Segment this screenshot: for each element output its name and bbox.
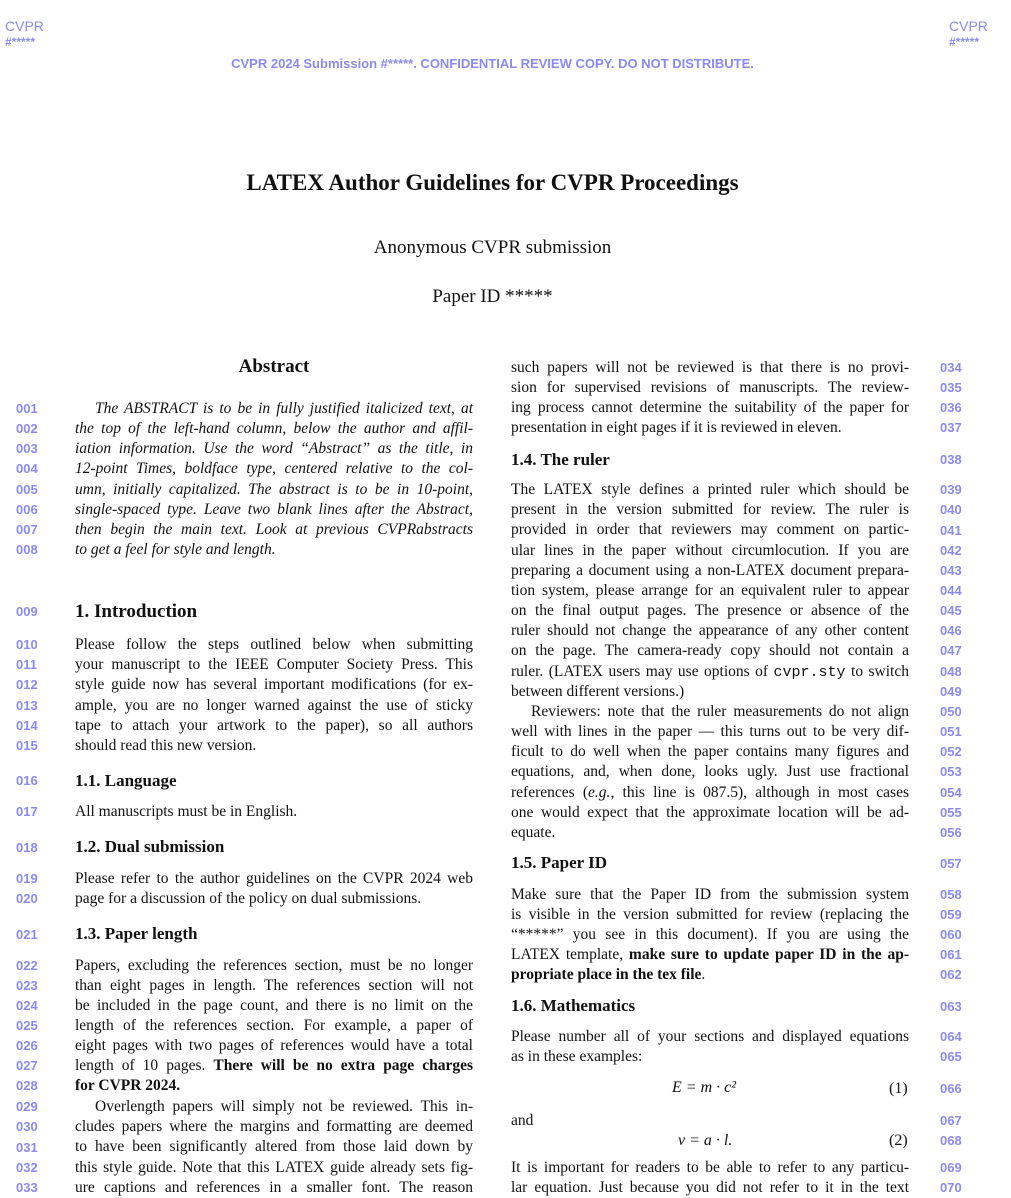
body-line: cludes papers where the margins and formatting are deemed xyxy=(75,1118,473,1135)
body-line xyxy=(75,1056,473,1076)
line-number: 042 xyxy=(940,543,962,558)
subsection-heading-ruler: 1.4. The ruler xyxy=(511,450,610,469)
line-number: 034 xyxy=(940,360,962,375)
body-line: and xyxy=(511,1112,534,1129)
body-line: sion for supervised revisions of manuscripts. The review- xyxy=(511,379,909,396)
body-line: is visible in the version submitted for review (replacing the xyxy=(511,906,909,923)
body-line: than eight pages in length. The references section will not xyxy=(75,977,473,994)
line-number: 045 xyxy=(940,603,962,618)
body-text: . xyxy=(701,966,706,983)
line-number: 002 xyxy=(16,421,38,436)
equation-number: (1) xyxy=(889,1080,908,1097)
line-number: 012 xyxy=(16,677,38,692)
line-number: 070 xyxy=(940,1180,962,1195)
line-number: 043 xyxy=(940,563,962,578)
line-number: 030 xyxy=(16,1119,38,1134)
line-number: 035 xyxy=(940,380,962,395)
body-line: eight pages with two pages of references would have a total xyxy=(75,1037,473,1054)
line-number: 013 xyxy=(16,698,38,713)
line-number: 025 xyxy=(16,1018,38,1033)
line-number: 052 xyxy=(940,744,962,759)
line-number: 008 xyxy=(16,542,38,557)
body-line: ular lines in the paper without circumlocution. If you are xyxy=(511,542,909,559)
line-number: 037 xyxy=(940,420,962,435)
body-line: “*****” you see in this document). If you are using the xyxy=(511,926,909,943)
subsection-heading-paper-id: 1.5. Paper ID xyxy=(511,853,608,872)
line-number: 027 xyxy=(16,1058,38,1073)
body-line: tape to attach your artwork to the paper), so all authors xyxy=(75,717,473,734)
body-line: Overlength papers will simply not be reviewed. This in- xyxy=(95,1098,473,1115)
line-number: 061 xyxy=(940,947,962,962)
body-line xyxy=(511,662,909,683)
body-line: It is important for readers to be able to refer to any particu- xyxy=(511,1159,909,1176)
body-line xyxy=(75,1076,473,1096)
line-number: 046 xyxy=(940,623,962,638)
line-number: 022 xyxy=(16,958,38,973)
line-number: 016 xyxy=(16,773,38,788)
body-line: ruler should not change the appearance of any other content xyxy=(511,622,909,639)
line-number: 036 xyxy=(940,400,962,415)
body-line: Please refer to the author guidelines on the CVPR 2024 web xyxy=(75,870,473,887)
abstract-heading: Abstract xyxy=(238,356,310,377)
subsection-heading-dual-submission: 1.2. Dual submission xyxy=(75,837,225,856)
abstract-line: single-spaced type. Leave two blank lines after the Abstract, xyxy=(75,501,473,518)
line-number: 058 xyxy=(940,887,962,902)
body-line: ample, you are no longer warned against the use of sticky xyxy=(75,697,473,714)
body-line xyxy=(511,945,909,965)
line-number: 038 xyxy=(940,452,962,467)
line-number: 040 xyxy=(940,502,962,517)
body-line xyxy=(511,783,909,803)
body-line: Papers, excluding the references section, must be no longer xyxy=(75,957,473,974)
body-text: , this line is 087.5), although in most cases xyxy=(610,784,909,801)
line-number: 054 xyxy=(940,785,962,800)
corner-tag-right xyxy=(949,18,988,50)
body-line: this style guide. Note that this LATEX guide already sets fig- xyxy=(75,1159,473,1176)
line-number: 066 xyxy=(940,1081,962,1096)
bold-text: propriate place in the tex file xyxy=(511,966,702,983)
body-line: Please number all of your sections and displayed equations xyxy=(511,1028,909,1045)
line-number: 065 xyxy=(940,1049,962,1064)
bold-text: for CVPR 2024. xyxy=(75,1077,181,1094)
body-line: to have been significantly altered from those laid down by xyxy=(75,1138,473,1155)
body-line: well with lines in the paper — this turns out to be very dif- xyxy=(511,723,909,740)
line-number: 044 xyxy=(940,583,962,598)
line-number: 049 xyxy=(940,684,962,699)
body-line: equations, and, when done, looks ugly. Just use fractional xyxy=(511,763,909,780)
subsection-heading-paper-length: 1.3. Paper length xyxy=(75,924,198,943)
line-number: 062 xyxy=(940,967,962,982)
line-number: 020 xyxy=(16,891,38,906)
line-number: 050 xyxy=(940,704,962,719)
line-number: 029 xyxy=(16,1099,38,1114)
equation-number: (2) xyxy=(889,1132,908,1149)
confidential-banner: CVPR 2024 Submission #*****. CONFIDENTIAL REVIEW COPY. DO NOT DISTRIBUTE. xyxy=(231,56,754,71)
body-line: on the final output pages. The presence or absence of the xyxy=(511,602,909,619)
paper-title: LATEX Author Guidelines for CVPR Proceedings xyxy=(246,170,739,195)
body-line: between different versions.) xyxy=(511,683,685,700)
cvpr-label: CVPR xyxy=(5,18,44,34)
line-number: 047 xyxy=(940,643,962,658)
body-line: The LATEX style defines a printed ruler which should be xyxy=(511,481,909,498)
line-number: 039 xyxy=(940,482,962,497)
author-line: Anonymous CVPR submission xyxy=(373,237,612,258)
italic-text: e.g. xyxy=(588,784,611,801)
body-text: references ( xyxy=(511,784,589,801)
line-number: 009 xyxy=(16,604,38,619)
line-number: 006 xyxy=(16,502,38,517)
body-line: ficult to do well when the paper contains many figures and xyxy=(511,743,909,760)
body-line: Make sure that the Paper ID from the submission system xyxy=(511,886,909,903)
abstract-line: the top of the left-hand column, below the author and affil- xyxy=(75,420,473,437)
line-number: 026 xyxy=(16,1038,38,1053)
body-line: Please follow the steps outlined below when submitting xyxy=(75,636,473,653)
bold-text: There will be no extra page charges xyxy=(213,1057,473,1074)
line-number: 017 xyxy=(16,804,38,819)
paper-id: Paper ID ***** xyxy=(432,286,553,307)
body-line: page for a discussion of the policy on dual submissions. xyxy=(75,890,422,907)
subsection-heading-mathematics: 1.6. Mathematics xyxy=(511,996,636,1015)
section-heading-introduction: 1. Introduction xyxy=(75,601,198,622)
body-line: lar equation. Just because you did not refer to it in the text xyxy=(511,1179,909,1196)
line-number: 021 xyxy=(16,927,38,942)
abstract-line: then begin the main text. Look at previous CVPRabstracts xyxy=(75,521,473,538)
cvpr-label: CVPR xyxy=(949,18,988,34)
abstract-line: iation information. Use the word “Abstract” as the title, in xyxy=(75,440,473,457)
body-line xyxy=(511,965,909,985)
body-text: ruler. (LATEX users may use options of xyxy=(511,663,774,680)
line-number: 028 xyxy=(16,1078,38,1093)
bold-text: make sure to update paper ID in the ap- xyxy=(628,946,909,963)
body-text: LATEX template, xyxy=(511,946,629,963)
body-line: such papers will not be reviewed is that there is no provi- xyxy=(511,359,909,376)
body-line: one would expect that the approximate location will be ad- xyxy=(511,804,909,821)
abstract-line: to get a feel for style and length. xyxy=(75,541,276,558)
line-number: 056 xyxy=(940,825,962,840)
line-number: 018 xyxy=(16,840,38,855)
subsection-heading-language: 1.1. Language xyxy=(75,771,177,790)
line-number: 067 xyxy=(940,1113,962,1128)
line-number: 053 xyxy=(940,764,962,779)
line-number: 015 xyxy=(16,738,38,753)
line-number: 004 xyxy=(16,461,38,476)
body-line: on the page. The camera-ready copy should not contain a xyxy=(511,642,909,659)
body-line: be included in the page count, and there is no limit on the xyxy=(75,997,473,1014)
line-number: 007 xyxy=(16,522,38,537)
abstract-line: umn, initially capitalized. The abstract is to be in 10-point, xyxy=(75,481,473,498)
line-number: 032 xyxy=(16,1160,38,1175)
equation-1: E = m · c² xyxy=(672,1079,737,1096)
line-number: 001 xyxy=(16,401,38,416)
body-line: as in these examples: xyxy=(511,1048,643,1065)
body-line: presentation in eight pages if it is reviewed in eleven. xyxy=(511,419,842,436)
line-number: 064 xyxy=(940,1029,962,1044)
line-number: 041 xyxy=(940,523,962,538)
line-number: 011 xyxy=(16,657,37,672)
body-line: style guide now has several important modifications (for ex- xyxy=(75,676,473,693)
line-number: 068 xyxy=(940,1133,962,1148)
line-number: 059 xyxy=(940,907,962,922)
id-label: #***** xyxy=(5,35,36,49)
id-label: #***** xyxy=(949,35,980,49)
line-number: 048 xyxy=(940,664,962,679)
body-line: preparing a document using a non-LATEX document prepara- xyxy=(511,562,909,579)
body-line: tion system, please arrange for an equivalent ruler to appear xyxy=(511,582,909,599)
body-line: your manuscript to the IEEE Computer Society Press. This xyxy=(75,656,473,673)
code-text: cvpr.sty xyxy=(773,664,846,681)
line-number: 051 xyxy=(940,724,962,739)
line-number: 010 xyxy=(16,637,38,652)
abstract-line: 12-point Times, boldface type, centered relative to the col- xyxy=(75,460,473,477)
body-text: to switch xyxy=(845,663,909,680)
body-text: length of 10 pages. xyxy=(75,1057,214,1074)
line-number: 060 xyxy=(940,927,962,942)
body-line: length of the references section. For example, a paper of xyxy=(75,1017,473,1034)
line-number: 033 xyxy=(16,1180,38,1195)
body-line: equate. xyxy=(511,824,556,841)
line-number: 005 xyxy=(16,482,38,497)
body-line: present in the version submitted for review. The ruler is xyxy=(511,501,909,518)
line-number: 055 xyxy=(940,805,962,820)
body-line: should read this new version. xyxy=(75,737,257,754)
body-line: provided in order that reviewers may comment on partic- xyxy=(511,521,909,538)
abstract-line: The ABSTRACT is to be in fully justified italicized text, at xyxy=(95,400,473,417)
line-number: 031 xyxy=(16,1140,38,1155)
line-number: 023 xyxy=(16,978,38,993)
line-number: 024 xyxy=(16,998,38,1013)
line-number: 063 xyxy=(940,999,962,1014)
equation-2: v = a · l. xyxy=(678,1132,733,1149)
line-number: 069 xyxy=(940,1160,962,1175)
line-number: 003 xyxy=(16,441,38,456)
line-number: 019 xyxy=(16,871,38,886)
body-line: ing process cannot determine the suitability of the paper for xyxy=(511,399,909,416)
corner-tag-left xyxy=(5,18,44,50)
body-line: All manuscripts must be in English. xyxy=(75,803,298,820)
line-number: 014 xyxy=(16,718,38,733)
body-line: Reviewers: note that the ruler measurements do not align xyxy=(531,703,909,720)
line-number: 057 xyxy=(940,856,962,871)
body-line: ure captions and references in a smaller font. The reason xyxy=(75,1179,473,1196)
